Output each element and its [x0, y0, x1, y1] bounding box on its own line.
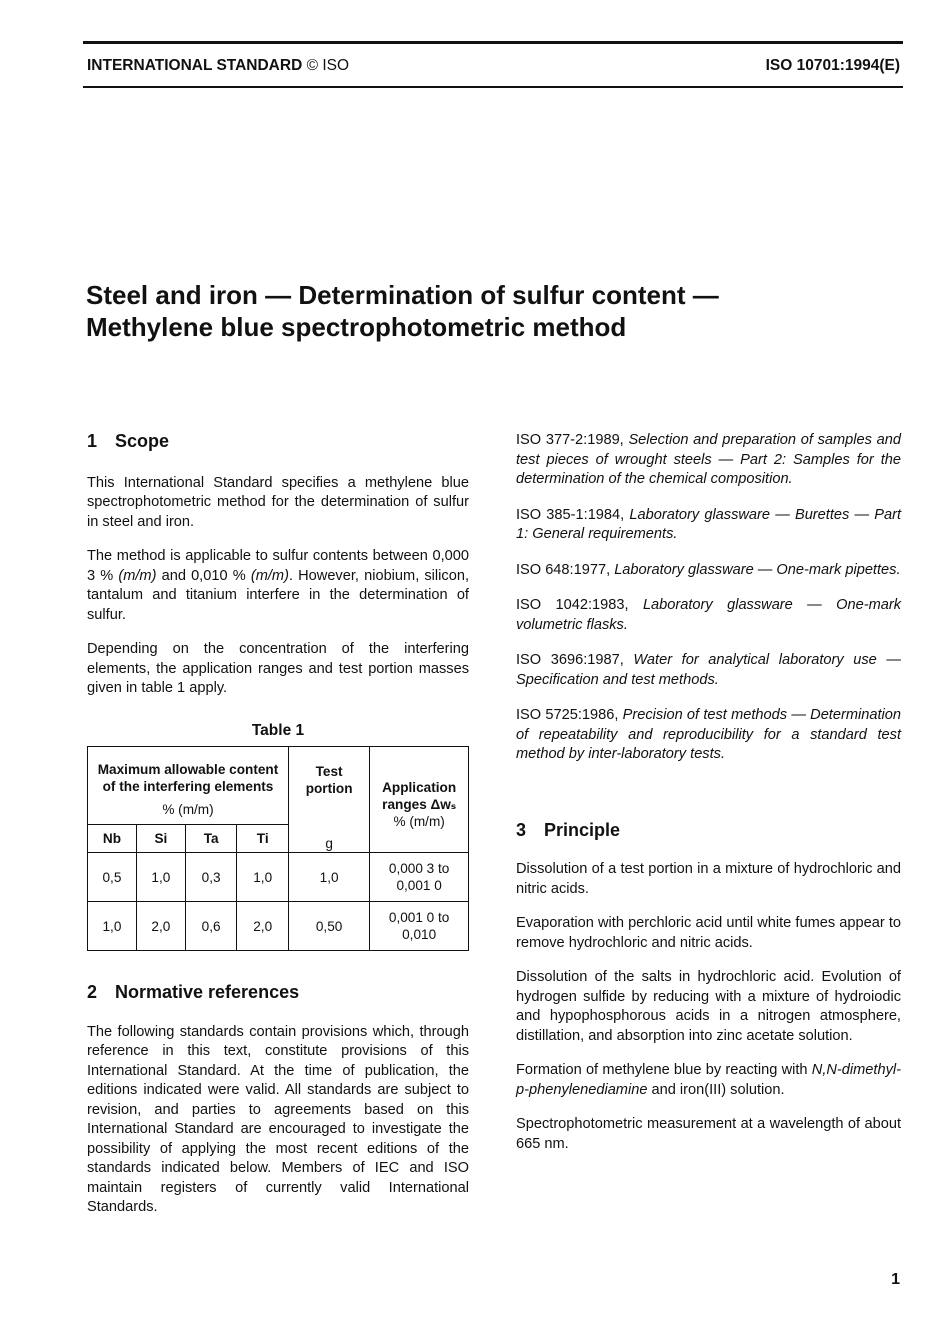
cell-ti: 2,0	[237, 902, 289, 951]
cell-range: 0,001 0 to 0,010	[370, 902, 469, 951]
left-column	[87, 432, 469, 1233]
cell-si: 1,0	[136, 853, 185, 902]
cell-ta: 0,3	[185, 853, 237, 902]
header-top-rule	[83, 41, 903, 44]
principle-paragraph-2: Evaporation with perchloric acid until white fumes appear to remove hydrochloric and nitric acids.	[516, 915, 901, 951]
cell-nb: 0,5	[88, 853, 137, 902]
title-line-1: Steel and iron — Determination of sulfur content —	[86, 280, 719, 310]
cell-portion: 0,50	[288, 902, 369, 951]
cell-portion: 1,0	[288, 853, 369, 902]
max-content-header: Maximum allowable content of the interfering elements % (m/m)	[88, 747, 289, 825]
right-column	[516, 431, 901, 1169]
element-nb-header: Nb	[88, 825, 137, 853]
reference-item: ISO 385-1:1984, Laboratory glassware — Burettes — Part 1: General requirements.	[516, 506, 902, 542]
table-1	[87, 746, 469, 951]
reference-item: ISO 3696:1987, Water for analytical laboratory use — Specification and test methods.	[516, 652, 901, 688]
application-ranges-header: Application ranges Δwₛ % (m/m)	[370, 747, 469, 853]
cell-ta: 0,6	[185, 902, 237, 951]
scope-heading: 1 Scope	[87, 431, 170, 451]
cell-si: 2,0	[136, 902, 185, 951]
header-document-number: ISO 10701:1994(E)	[765, 57, 900, 74]
element-ti-header: Ti	[237, 825, 289, 853]
scope-paragraph-1: This International Standard specifies a methylene blue spectrophotometric method for the determination of sulfur in steel and iron.	[87, 474, 469, 530]
header-standard-label: INTERNATIONAL STANDARD © ISO	[87, 57, 350, 74]
principle-paragraph-4: Formation of methylene blue by reacting with N,N-dimethyl-p-phenylenediamine and iron(III) solution.	[516, 1062, 901, 1098]
scope-paragraph-3: Depending on the concentration of the interfering elements, the application ranges and test portion masses given in table 1 apply.	[87, 641, 469, 696]
table-row	[88, 902, 469, 951]
principle-heading: 3 Principle	[516, 819, 621, 840]
table-row	[88, 853, 469, 902]
element-ta-header: Ta	[185, 825, 237, 853]
principle-paragraph-1: Dissolution of a test portion in a mixture of hydrochloric and nitric acids.	[516, 861, 901, 897]
reference-item: ISO 1042:1983, Laboratory glassware — One-mark volumetric flasks.	[516, 597, 901, 633]
reference-item: ISO 377-2:1989, Selection and preparation of samples and test pieces of wrought steels — Part 2: Samples for the determination of the chemical composition.	[516, 432, 901, 487]
header-bottom-rule	[83, 86, 903, 88]
cell-nb: 1,0	[88, 902, 137, 951]
table-caption: Table 1	[251, 721, 305, 739]
cell-range: 0,000 3 to 0,001 0	[370, 853, 469, 902]
cell-ti: 1,0	[237, 853, 289, 902]
page-number: 1	[891, 1271, 900, 1288]
element-si-header: Si	[136, 825, 185, 853]
principle-paragraph-5: Spectrophotometric measurement at a wavelength of about 665 nm.	[516, 1116, 901, 1152]
test-portion-header: Test portion g	[288, 747, 369, 853]
scope-paragraph-2: The method is applicable to sulfur contents between 0,000 3 % (m/m) and 0,010 % (m/m). However, niobium, silicon, tantalum and titanium interfere in the determination of sulfur.	[87, 548, 469, 623]
reference-item: ISO 5725:1986, Precision of test methods — Determination of repeatability and reproducibility for a standard test method by inter-laboratory tests.	[516, 707, 902, 762]
normative-references-paragraph: The following standards contain provisions which, through reference in this text, constitute provisions of this International Standard. At the time of publication, the editions indicated were valid. All standards are subject to revision, and parties to agreements based on this International Standard are encouraged to investigate the possibility of applying the most recent editions of the standards indicated below. Members of IEC and ISO maintain registers of currently valid International Standards.	[87, 1023, 469, 1215]
title-line-2: Methylene blue spectrophotometric method	[86, 312, 627, 342]
normative-references-heading: 2 Normative references	[87, 982, 300, 1002]
principle-paragraph-3: Dissolution of the salts in hydrochloric acid. Evolution of hydrogen sulfide by reducing with a mixture of hydroiodic and hypophosphorous acids in a nitrogen atmosphere, distillation, and absorption into zinc acetate solution.	[516, 969, 901, 1044]
document-title	[86, 279, 906, 343]
reference-item: ISO 648:1977, Laboratory glassware — One-mark pipettes.	[516, 561, 901, 578]
